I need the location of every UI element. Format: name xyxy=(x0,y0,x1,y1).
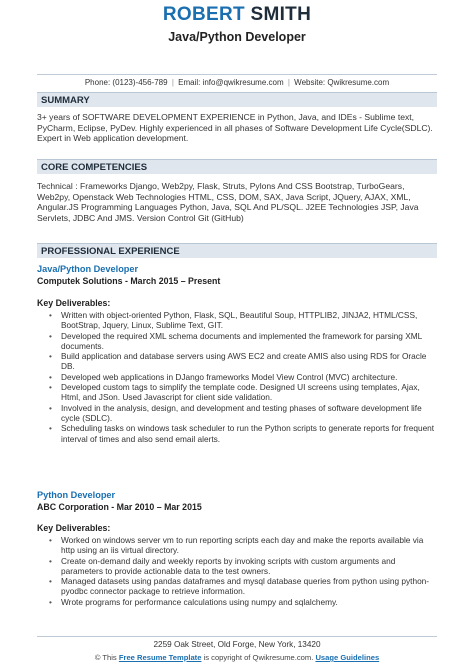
list-item: • Scheduling tasks on windows task scheduler to run the Python scripts to generate reports for frequent interval of times and also send email alerts. xyxy=(49,423,439,444)
list-item: • Worked on windows server vm to run reporting scripts each day and make the reports available via http using an iis virtual directory. xyxy=(49,535,439,556)
list-item: • Create on-demand daily and weekly reports by invoking scripts with custom arguments and parameters to provide actionable data to the test owners. xyxy=(49,556,439,577)
website[interactable]: Website: Qwikresume.com xyxy=(294,78,390,87)
section-heading-experience: PROFESSIONAL EXPERIENCE xyxy=(37,243,437,258)
candidate-name xyxy=(0,4,474,26)
usage-guidelines-link[interactable]: Usage Guidelines xyxy=(315,653,380,662)
deliverables-list xyxy=(37,310,439,444)
site-name: Qwikresume.com. xyxy=(252,653,314,662)
section-heading-competencies: CORE COMPETENCIES xyxy=(37,159,437,174)
separator: | xyxy=(287,78,290,87)
phone: Phone: (0123)-456-789 xyxy=(84,78,168,87)
list-item: • Developed custom tags to simplify the template code. Designed UI screens using templates, Ajax, Html, and JSon. Used Javascript for client side validation. xyxy=(49,382,439,403)
first-name: ROBERT xyxy=(162,4,245,25)
deliverables-label: Key Deliverables: xyxy=(37,298,111,308)
deliverables-label: Key Deliverables: xyxy=(37,523,111,533)
list-item: • Developed the required XML schema documents and implemented the framework for parsing XML documents. xyxy=(49,331,439,352)
competencies-text: Technical : Frameworks Django, Web2py, Flask, Struts, Pylons And CSS Bootstrap, TurboGears, Web2py, Openstack Web Technologies HTML, CSS, DOM, SAX, Java Script, JQuery, AJAX, XML, Angular.JS Programming Languages Python, Java, SQL And PL/SQL. J2EE Technologies JSP, Java Servlets, JDBC And JMS. Version Control Git (GitHub) xyxy=(37,181,419,223)
header-divider xyxy=(37,74,437,75)
last-name: SMITH xyxy=(250,4,312,25)
job-company: Computek Solutions - March 2015 – Present xyxy=(37,276,221,286)
list-item: • Involved in the analysis, design, and development and testing phases of software development life cycle (SDLC). xyxy=(49,403,439,424)
summary-text: 3+ years of SOFTWARE DEVELOPMENT EXPERIENCE in Python, Java, and IDEs - Sublime text, PyCharm, Eclipse, PyDev. Highly experienced in all phases of Software Development Life Cycle(SDLC). Expert in Web application development. xyxy=(37,112,433,144)
contact-line xyxy=(0,78,474,87)
job-title: Python Developer xyxy=(37,490,116,500)
copyright-line xyxy=(0,653,474,662)
footer-divider xyxy=(37,636,437,637)
copyright-middle: is copyright of xyxy=(203,653,251,662)
job-company: ABC Corporation - Mar 2010 – Mar 2015 xyxy=(37,502,202,512)
address: 2259 Oak Street, Old Forge, New York, 13420 xyxy=(153,640,321,649)
free-template-link[interactable]: Free Resume Template xyxy=(118,653,202,662)
list-item: • Developed web applications in DJango frameworks Model View Control (MVC) architecture. xyxy=(49,372,439,382)
job-title: Java/Python Developer xyxy=(37,264,139,274)
email[interactable]: Email: info@qwikresume.com xyxy=(178,78,284,87)
list-item: • Written with object-oriented Python, Flask, SQL, Beautiful Soup, HTTPLIB2, JINJA2, HTML/CSS, BootStrap, Jquery, Linux, Sublime Text, GIT. xyxy=(49,310,439,331)
list-item: • Managed datasets using pandas dataframes and mysql database queries from python using python-pyodbc connector package to retrieve information. xyxy=(49,576,439,597)
separator: | xyxy=(171,78,174,87)
list-item: • Wrote programs for performance calculations using numpy and sqlalchemy. xyxy=(49,597,439,607)
copyright-prefix: © This xyxy=(94,653,117,662)
section-heading-summary: SUMMARY xyxy=(37,92,437,107)
candidate-role: Java/Python Developer xyxy=(168,30,306,44)
deliverables-list xyxy=(37,535,439,607)
list-item: • Build application and database servers using AWS EC2 and create AMIS also using RDS for Oracle DB. xyxy=(49,351,439,372)
